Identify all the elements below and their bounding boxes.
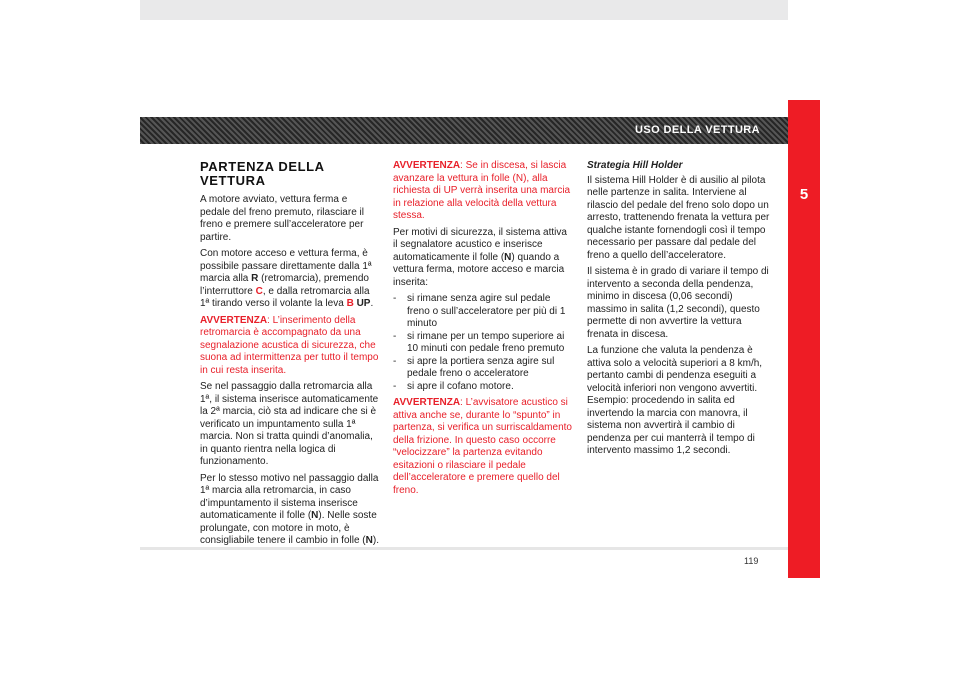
paragraph-start: A motore avviato, vettura ferma e pedale del freno premuto, rilasciare il freno e premere sull’acceleratore per partire. [200, 194, 364, 243]
column-2 [393, 160, 573, 501]
list-item: - si rimane senza agire sul pedale freno o sull’acceleratore per più di 1 minuto [393, 293, 573, 331]
paragraph-slope: La funzione che valuta la pendenza è attiva solo a velocità superiori a 8 km/h, pertanto cambi di pendenza eseguiti a velocità inferiori non vengono avvertiti. Esempio: procedendo in salita ed invertendo la marcia con manovra, il sistema non avvertirà il cambio di pendenza per cui manterrà il tempo di intervento massimo 1,2 secondi. [587, 345, 763, 456]
warning-label: AVVERTENZA [393, 397, 461, 408]
column-3 [587, 160, 772, 462]
paragraph-reverse-gear [200, 248, 380, 311]
key-up: UP [353, 298, 371, 309]
key-r: R [251, 273, 259, 284]
paragraph-second-gear: Se nel passaggio dalla retromarcia alla 1ª, il sistema inserisce automaticamente la 2ª marcia, ciò sta ad indicare che si è verificato un impuntamento sulla 1ª marcia. Non si tratta quindi d’anomalia, in quanto rientra nella logica di funzionamento. [200, 381, 379, 467]
warning-clutch [393, 397, 573, 497]
section-title: USO DELLA VETTURA [635, 124, 760, 136]
key-c: C [255, 285, 263, 297]
text: ). Nelle soste prolungate, con motore in moto, è consigliabile tenere il cambio in folle ( [200, 510, 377, 546]
safety-conditions-list [393, 293, 573, 393]
warning-downhill [393, 160, 573, 223]
text: Con motore acceso e vettura ferma, è possibile passare direttamente dalla 1ª marcia alla [200, 248, 372, 284]
warning-label: AVVERTENZA [393, 160, 461, 171]
list-item: - si apre la portiera senza agire sul pedale freno o acceleratore [393, 356, 573, 381]
warning-text: : Se in discesa, si lascia avanzare la vettura in folle (N), alla richiesta di UP verrà inserita una marcia in relazione alla velocità della vettura stessa. [393, 160, 571, 221]
paragraph-timing: Il sistema è in grado di variare il tempo di intervento a seconda della pendenza, minimo in discesa (0,06 secondi) massimo in salita (1,2 secondi), questo permette di non avvertire la vettura frenata in discesa. [587, 266, 769, 340]
warning-reverse [200, 315, 380, 378]
paragraph-hill-holder: Il sistema Hill Holder è di ausilio al pilota nelle partenze in salita. Interviene al rilascio del pedale del freno solo dopo un arresto, trattenendo frenata la vettura per qualche istante fornendogli così il tempo necessario per passare dal pedale del freno a quello dell’acceleratore. [587, 174, 770, 261]
list-item: - si apre il cofano motore. [393, 381, 573, 394]
paragraph-safety [393, 227, 573, 290]
warning-text: : L’avvisatore acustico si attiva anche se, durante lo “spunto” in partenza, si verifica un surriscaldamento della frizione. In questo caso occorre “velocizzare” la partenza evitando esitazioni o rilasciare il pedale dell’acceleratore e premere quello del freno. [393, 397, 572, 496]
list-item: - si rimane per un tempo superiore ai 10 minuti con pedale freno premuto [393, 331, 573, 356]
text: Per lo stesso motivo nel passaggio dalla 1ª marcia alla retromarcia, in caso d’impuntamento il sistema inserisce automaticamente il folle ( [200, 472, 379, 521]
warning-label: AVVERTENZA [200, 314, 268, 326]
text: (retromarcia), premendo l’interruttore [200, 273, 369, 297]
key-n: N [365, 535, 373, 546]
warning-text: : L’inserimento della retromarcia è accompagnato da una segnalazione acustica di sicurezza, che suona ad intermittenza per tutto il tempo in cui resta inserita. [200, 314, 379, 376]
column-1 [200, 160, 380, 552]
subsection-title: Strategia Hill Holder [587, 160, 683, 171]
text: Per motivi di sicurezza, il sistema attiva il segnalatore acustico e inserisce automaticamente il folle ( [393, 226, 567, 263]
text: . [370, 298, 374, 309]
page-title: PARTENZA DELLA VETTURA [200, 159, 325, 188]
chapter-number: 5 [799, 186, 809, 203]
top-band [140, 0, 788, 20]
page-number: 119 [744, 556, 759, 566]
text: , e dalla retromarcia alla 1ª tirando verso il volante la leva [200, 285, 370, 309]
chapter-tab [788, 100, 820, 578]
paragraph-neutral [200, 473, 380, 548]
key-n: N [311, 510, 319, 521]
key-b: B [346, 298, 354, 309]
text: ) quando a vettura ferma, motore acceso e marcia inserita: [393, 251, 565, 288]
key-n: N [504, 251, 512, 263]
footer-rule [140, 547, 788, 550]
text: ). [372, 535, 379, 546]
